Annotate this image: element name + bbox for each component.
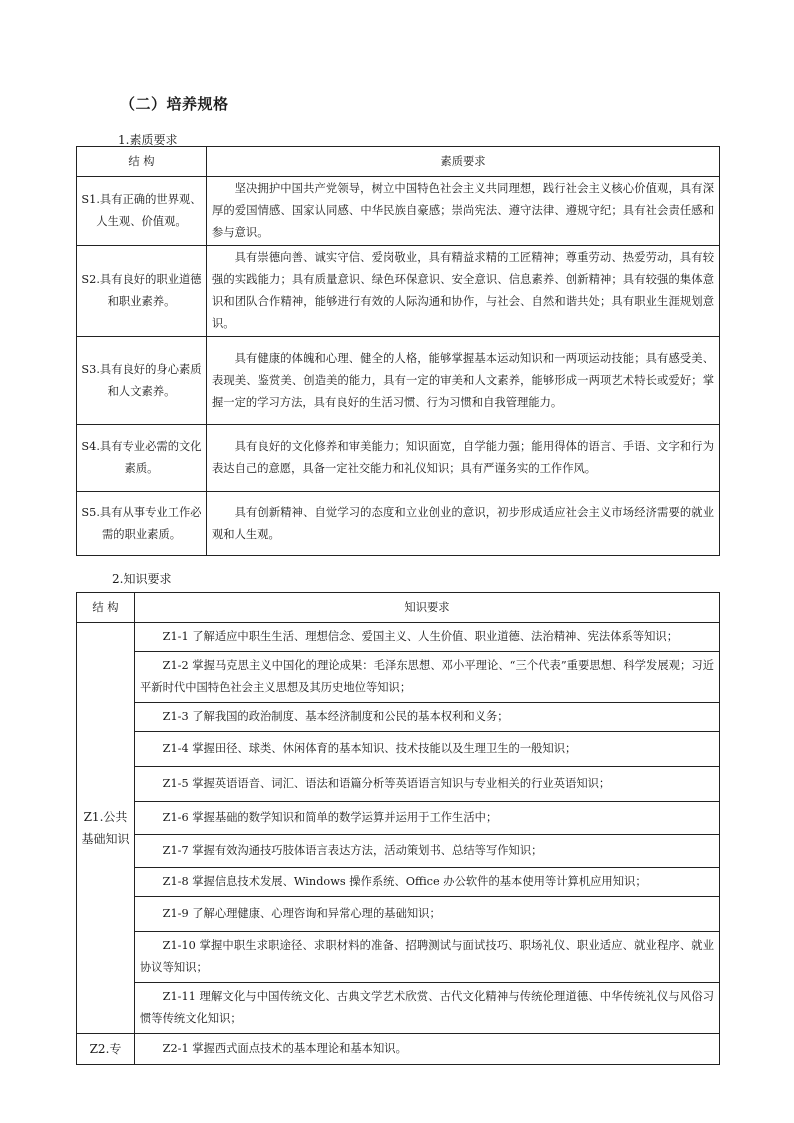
table-header-row: [77, 593, 720, 623]
structure-cell: S2.具有良好的职业道德和职业素养。: [77, 246, 207, 337]
group-cell-professional: Z2.专: [77, 1034, 135, 1065]
table-row: [77, 983, 720, 1034]
knowledge-requirements-title: 2.知识要求: [112, 572, 172, 586]
table-row: [77, 868, 720, 897]
knowledge-item: Z1-7 掌握有效沟通技巧肢体语言表达方法，活动策划书、总结等写作知识；: [135, 835, 720, 868]
knowledge-item: Z2-1 掌握西式面点技术的基本理论和基本知识。: [135, 1034, 720, 1065]
table-row: [77, 897, 720, 932]
knowledge-item: Z1-3 了解我国的政治制度、基本经济制度和公民的基本权利和义务；: [135, 703, 720, 732]
knowledge-item: Z1-10 掌握中职生求职途径、求职材料的准备、招聘测试与面试技巧、职场礼仪、职业适应、就业程序、就业协议等知识；: [135, 932, 720, 983]
table-row: [77, 802, 720, 835]
table-row: [77, 337, 720, 425]
quality-requirements-table: [76, 146, 720, 556]
structure-cell: S3.具有良好的身心素质和人文素养。: [77, 337, 207, 425]
table-header-row: [77, 147, 720, 177]
header-structure: 结 构: [77, 147, 207, 177]
table-row: [77, 732, 720, 767]
structure-cell: S1.具有正确的世界观、人生观、价值观。: [77, 177, 207, 246]
table-row: [77, 703, 720, 732]
quality-requirements-title: 1.素质要求: [118, 133, 178, 147]
table-row: [77, 767, 720, 802]
requirement-cell: 具有健康的体魄和心理、健全的人格，能够掌握基本运动知识和一两项运动技能；具有感受美、表现美、鉴赏美、创造美的能力，具有一定的审美和人文素养，能够形成一两项艺术特长或爱好；掌握一定的学习方法，具有良好的生活习惯、行为习惯和自我管理能力。: [207, 337, 720, 425]
knowledge-item: Z1-2 掌握马克思主义中国化的理论成果：毛泽东思想、邓小平理论、“三个代表”重要思想、科学发展观；习近平新时代中国特色社会主义思想及其历史地位等知识；: [135, 652, 720, 703]
knowledge-item: Z1-11 理解文化与中国传统文化、古典文学艺术欣赏、古代文化精神与传统伦理道德、中华传统礼仪与风俗习惯等传统文化知识；: [135, 983, 720, 1034]
knowledge-item: Z1-8 掌握信息技术发展、Windows 操作系统、Office 办公软件的基本使用等计算机应用知识；: [135, 868, 720, 897]
knowledge-item: Z1-4 掌握田径、球类、休闲体育的基本知识、技术技能以及生理卫生的一般知识；: [135, 732, 720, 767]
table-row: [77, 246, 720, 337]
table-row: [77, 425, 720, 492]
table-row: [77, 932, 720, 983]
knowledge-item: Z1-5 掌握英语语音、词汇、语法和语篇分析等英语语言知识与专业相关的行业英语知识；: [135, 767, 720, 802]
table-row: [77, 623, 720, 652]
knowledge-item: Z1-1 了解适应中职生生活、理想信念、爱国主义、人生价值、职业道德、法治精神、宪法体系等知识；: [135, 623, 720, 652]
structure-cell: S5.具有从事专业工作必需的职业素质。: [77, 492, 207, 556]
requirement-cell: 具有崇德向善、诚实守信、爱岗敬业，具有精益求精的工匠精神；尊重劳动、热爱劳动，具有较强的实践能力；具有质量意识、绿色环保意识、安全意识、信息素养、创新精神；具有较强的集体意识和团队合作精神，能够进行有效的人际沟通和协作，与社会、自然和谐共处；具有职业生涯规划意识。: [207, 246, 720, 337]
knowledge-item: Z1-9 了解心理健康、心理咨询和异常心理的基础知识；: [135, 897, 720, 932]
knowledge-item: Z1-6 掌握基础的数学知识和简单的数学运算并运用于工作生活中；: [135, 802, 720, 835]
table-row: [77, 177, 720, 246]
section-title: （二）培养规格: [120, 95, 229, 113]
header-quality: 素质要求: [207, 147, 720, 177]
requirement-cell: 具有良好的文化修养和审美能力；知识面宽，自学能力强；能用得体的语言、手语、文字和行为表达自己的意愿，具备一定社交能力和礼仪知识；具有严谨务实的工作作风。: [207, 425, 720, 492]
structure-cell: S4.具有专业必需的文化素质。: [77, 425, 207, 492]
table-row: [77, 835, 720, 868]
knowledge-requirements-table: [76, 592, 720, 1065]
table-row: [77, 1034, 720, 1065]
requirement-cell: 具有创新精神、自觉学习的态度和立业创业的意识，初步形成适应社会主义市场经济需要的就业观和人生观。: [207, 492, 720, 556]
table-row: [77, 492, 720, 556]
header-knowledge: 知识要求: [135, 593, 720, 623]
header-structure: 结 构: [77, 593, 135, 623]
table-row: [77, 652, 720, 703]
group-cell-public-basic: Z1.公共基础知识: [77, 623, 135, 1034]
requirement-cell: 坚决拥护中国共产党领导，树立中国特色社会主义共同理想，践行社会主义核心价值观，具有深厚的爱国情感、国家认同感、中华民族自豪感；崇尚宪法、遵守法律、遵规守纪；具有社会责任感和参与意识。: [207, 177, 720, 246]
